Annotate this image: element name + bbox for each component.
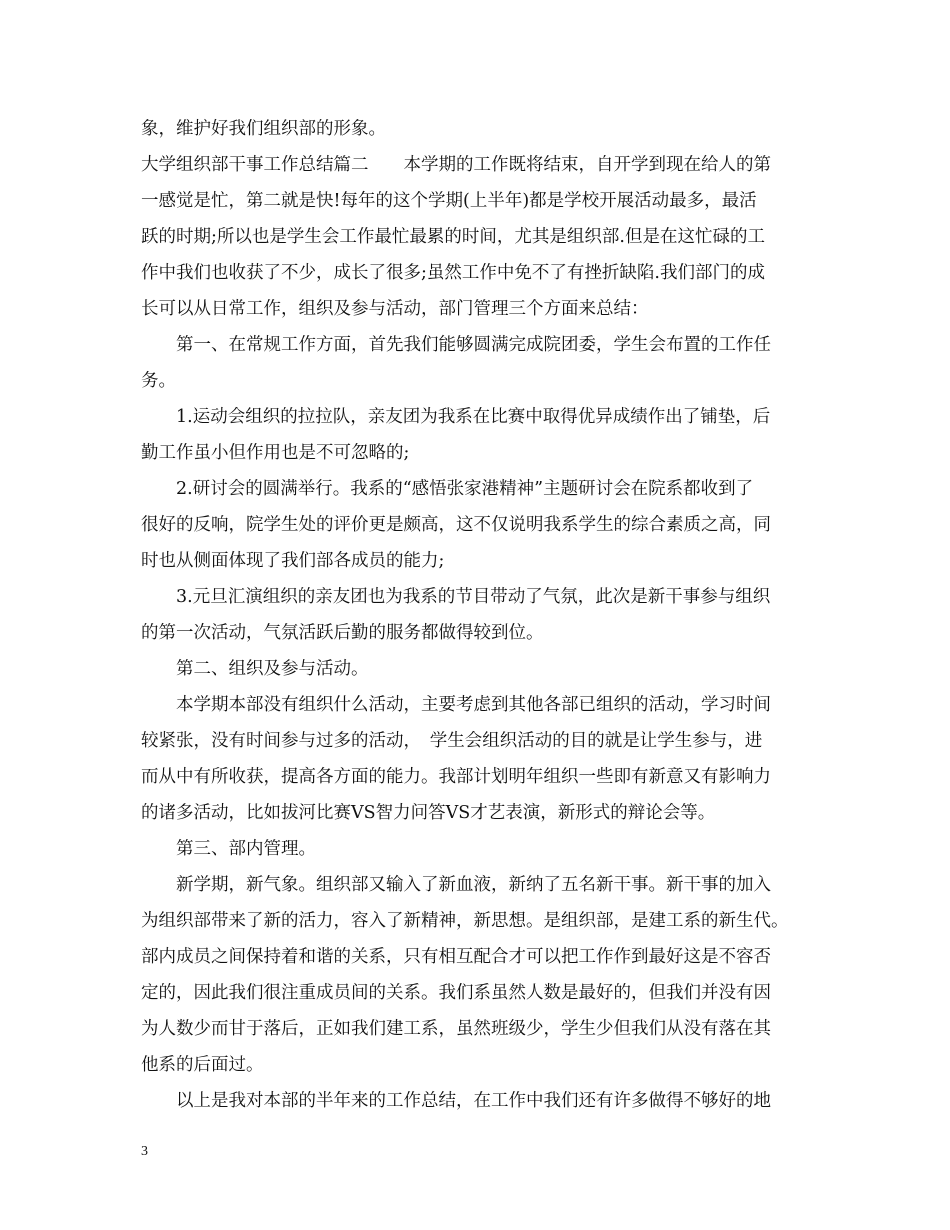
text-line: 第三、部内管理。 — [176, 839, 316, 859]
text-line: 大学组织部干事工作总结篇二 本学期的工作既将结束，自开学到现在给人的第 — [141, 155, 771, 175]
page-number: 3 — [141, 1144, 148, 1159]
text-line: 他系的后面过。 — [141, 1055, 264, 1075]
text-line: 3.元旦汇演组织的亲友团也为我系的节目带动了气氛，此次是新干事参与组织 — [176, 587, 771, 607]
text-line: 较紧张，没有时间参与过多的活动， 学生会组织活动的目的就是让学生参与，进 — [141, 731, 763, 751]
text-line: 部内成员之间保持着和谐的关系，只有相互配合才可以把工作作到最好这是不容否 — [141, 947, 771, 967]
text-line: 1.运动会组织的拉拉队，亲友团为我系在比赛中取得优异成绩作出了铺垫，后 — [176, 407, 771, 427]
text-line: 作中我们也收获了不少，成长了很多;虽然工作中免不了有挫折缺陷.我们部门的成 — [141, 263, 765, 283]
text-line: 务。 — [141, 371, 176, 391]
text-line: 一感觉是忙，第二就是快!每年的这个学期(上半年)都是学校开展活动最多，最活 — [141, 191, 757, 211]
text-line: 第二、组织及参与活动。 — [176, 659, 369, 679]
text-line: 为人数少而甘于落后，正如我们建工系，虽然班级少，学生少但我们从没有落在其 — [141, 1019, 771, 1039]
text-line: 本学期本部没有组织什么活动，主要考虑到其他各部已组织的活动，学习时间 — [176, 695, 771, 715]
text-line: 长可以从日常工作，组织及参与活动，部门管理三个方面来总结： — [141, 299, 649, 319]
text-line: 以上是我对本部的半年来的工作总结，在工作中我们还有许多做得不够好的地 — [176, 1091, 771, 1111]
text-line: 2.研讨会的圆满举行。我系的“感悟张家港精神”主题研讨会在院系都收到了 — [176, 479, 754, 499]
text-line: 新学期，新气象。组织部又输入了新血液，新纳了五名新干事。新干事的加入 — [176, 875, 771, 895]
text-line: 跃的时期;所以也是学生会工作最忙最累的时间，尤其是组织部.但是在这忙碌的工 — [141, 227, 765, 247]
text-line: 象，维护好我们组织部的形象。 — [141, 119, 386, 139]
text-line: 第一、在常规工作方面，首先我们能够圆满完成院团委，学生会布置的工作任 — [176, 335, 771, 355]
text-line: 为组织部带来了新的活力，容入了新精神，新思想。是组织部，是建工系的新生代。 — [141, 911, 789, 931]
text-line: 勤工作虽小但作用也是不可忽略的; — [141, 443, 410, 463]
text-line: 定的，因此我们很注重成员间的关系。我们系虽然人数是最好的，但我们并没有因 — [141, 983, 771, 1003]
text-line: 而从中有所收获，提高各方面的能力。我部计划明年组织一些即有新意又有影响力 — [141, 767, 771, 787]
text-line: 时也从侧面体现了我们部各成员的能力; — [141, 551, 445, 571]
text-line: 很好的反响，院学生处的评价更是颇高，这不仅说明我系学生的综合素质之高，同 — [141, 515, 771, 535]
text-line: 的第一次活动，气氛活跃后勤的服务都做得较到位。 — [141, 623, 544, 643]
text-line: 的诸多活动，比如拔河比赛VS智力问答VS才艺表演，新形式的辩论会等。 — [141, 803, 716, 823]
